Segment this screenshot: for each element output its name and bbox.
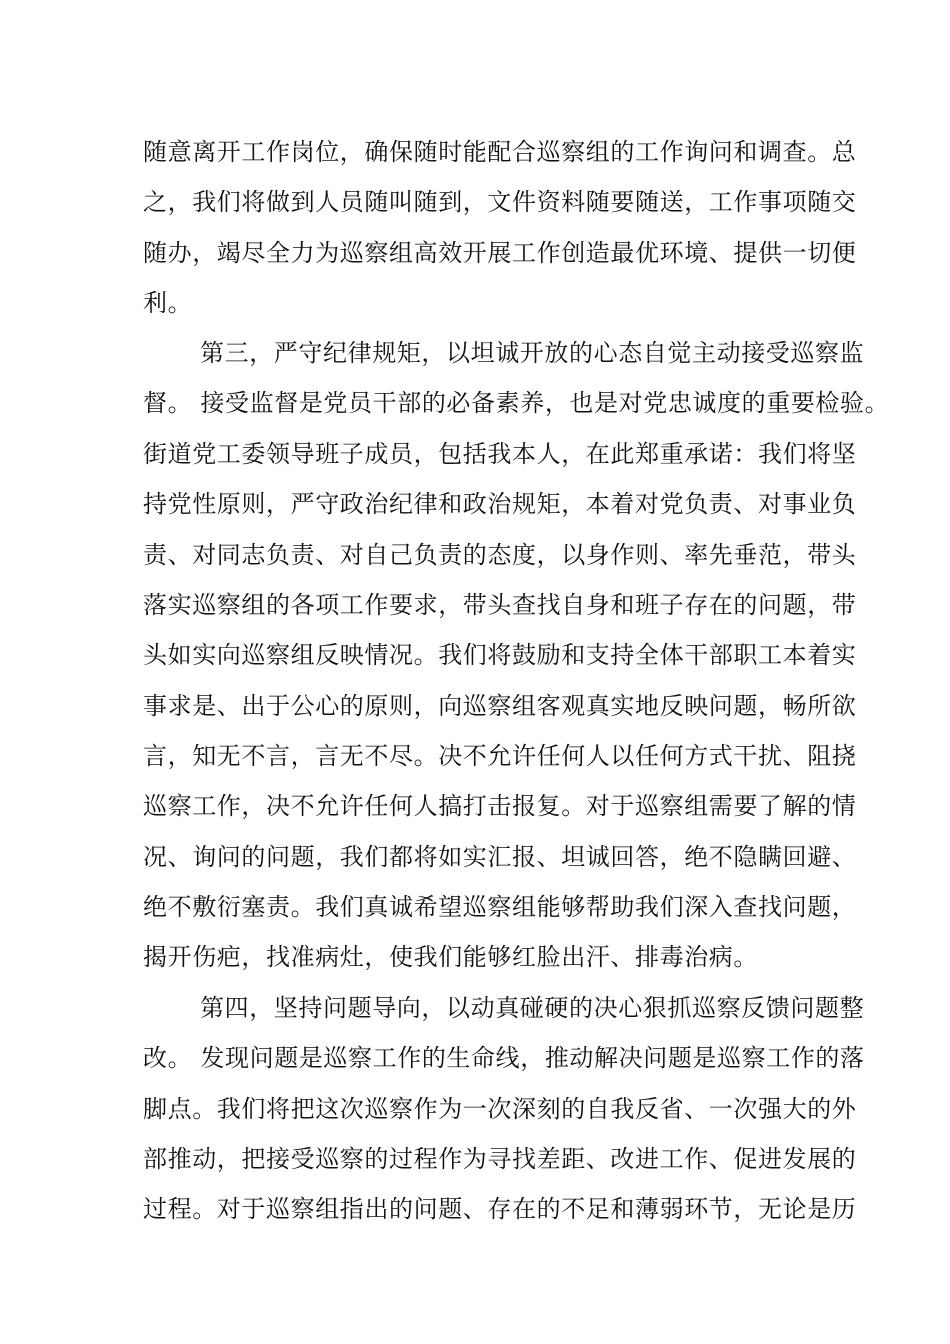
text-line: 绝不敷衍塞责。我们真诚希望巡察组能够帮助我们深入查找问题， — [143, 893, 857, 921]
text-line: 头如实向巡察组反映情况。我们将鼓励和支持全体干部职工本着实 — [143, 641, 857, 669]
text-line: 巡察工作，决不允许任何人搞打击报复。对于巡察组需要了解的情 — [143, 792, 857, 820]
paragraph-heading-4: 第四，坚持问题导向，以动真碰硬的决心狠抓巡察反馈问题整 — [200, 994, 865, 1022]
paragraph-heading-3: 第三，严守纪律规矩，以坦诚开放的心态自觉主动接受巡察监 — [200, 339, 865, 367]
text-line: 改。 发现问题是巡察工作的生命线，推动解决问题是巡察工作的落 — [143, 1044, 865, 1072]
text-line: 之，我们将做到人员随叫随到，文件资料随要随送，工作事项随交 — [143, 188, 857, 216]
text-line: 过程。对于巡察组指出的问题、存在的不足和薄弱环节，无论是历 — [143, 1195, 857, 1223]
text-line: 街道党工委领导班子成员，包括我本人，在此郑重承诺：我们将坚 — [143, 440, 857, 468]
text-line: 利。 — [143, 289, 193, 317]
text-line: 况、询问的问题，我们都将如实汇报、坦诚回答，绝不隐瞒回避、 — [143, 843, 857, 871]
text-line: 落实巡察组的各项工作要求，带头查找自身和班子存在的问题，带 — [143, 591, 857, 619]
text-line: 持党性原则，严守政治纪律和政治规矩，本着对党负责、对事业负 — [143, 490, 857, 518]
text-line: 督。 接受监督是党员干部的必备素养，也是对党忠诚度的重要检验。 — [143, 389, 890, 417]
text-line: 随意离开工作岗位，确保随时能配合巡察组的工作询问和调查。总 — [143, 138, 857, 166]
text-line: 事求是、出于公心的原则，向巡察组客观真实地反映问题，畅所欲 — [143, 692, 857, 720]
text-line: 揭开伤疤，找准病灶，使我们能够红脸出汗、排毒治病。 — [143, 943, 758, 971]
text-line: 部推动，把接受巡察的过程作为寻找差距、改进工作、促进发展的 — [143, 1145, 857, 1173]
text-line: 随办，竭尽全力为巡察组高效开展工作创造最优环境、提供一切便 — [143, 239, 857, 267]
text-line: 脚点。我们将把这次巡察作为一次深刻的自我反省、一次强大的外 — [143, 1095, 857, 1123]
text-line: 言，知无不言，言无不尽。决不允许任何人以任何方式干扰、阻挠 — [143, 742, 857, 770]
text-line: 责、对同志负责、对自己负责的态度，以身作则、率先垂范，带头 — [143, 541, 857, 569]
